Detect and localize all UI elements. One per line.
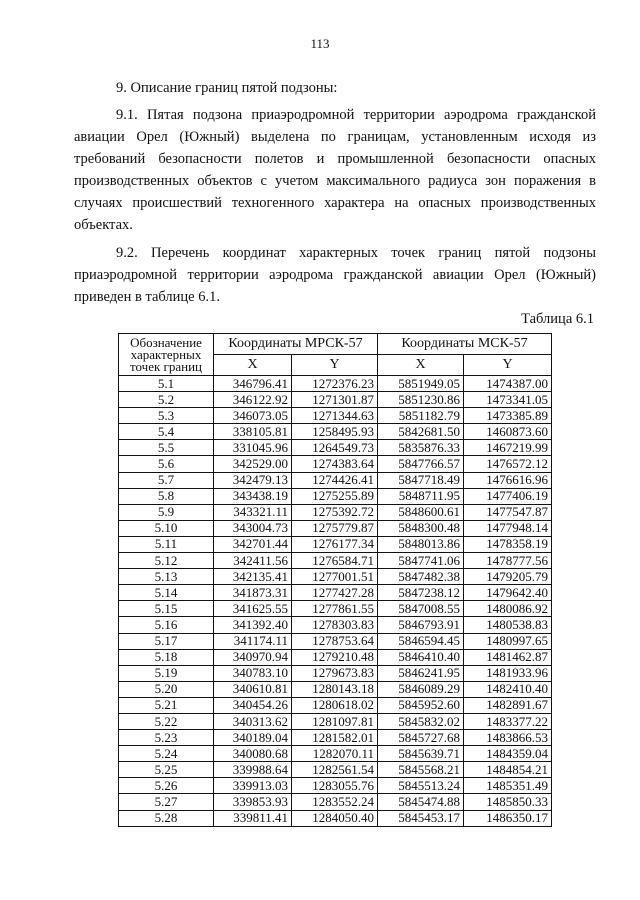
msk-x-cell: 5851182.79	[378, 408, 464, 424]
point-id-cell: 5.10	[119, 520, 214, 536]
msk-y-cell: 1477948.14	[464, 520, 552, 536]
mrsk-x-cell: 343438.19	[214, 488, 292, 504]
point-id-cell: 5.11	[119, 536, 214, 552]
mrsk-x-cell: 342701.44	[214, 536, 292, 552]
mrsk-x-cell: 340313.62	[214, 713, 292, 729]
msk-y-cell: 1477406.19	[464, 488, 552, 504]
table-row	[119, 520, 552, 536]
mrsk-x-cell: 341873.31	[214, 585, 292, 601]
mrsk-x-cell: 339811.41	[214, 810, 292, 826]
msk-x-cell: 5848600.61	[378, 504, 464, 520]
table-row	[119, 601, 552, 617]
mrsk-y-cell: 1282561.54	[292, 762, 378, 778]
point-id-cell: 5.17	[119, 633, 214, 649]
msk-x-cell: 5846594.45	[378, 633, 464, 649]
msk-y-cell: 1479642.40	[464, 585, 552, 601]
mrsk-x-cell: 342135.41	[214, 569, 292, 585]
point-id-cell: 5.12	[119, 553, 214, 569]
header-mrsk-x: X	[214, 355, 292, 376]
msk-y-cell: 1476572.12	[464, 456, 552, 472]
msk-y-cell: 1483866.53	[464, 730, 552, 746]
point-id-cell: 5.15	[119, 601, 214, 617]
msk-x-cell: 5845568.21	[378, 762, 464, 778]
table-row	[119, 730, 552, 746]
point-id-cell: 5.6	[119, 456, 214, 472]
msk-y-cell: 1479205.79	[464, 569, 552, 585]
mrsk-y-cell: 1281097.81	[292, 713, 378, 729]
msk-x-cell: 5847482.38	[378, 569, 464, 585]
table-row	[119, 794, 552, 810]
mrsk-y-cell: 1275779.87	[292, 520, 378, 536]
mrsk-y-cell: 1277861.55	[292, 601, 378, 617]
point-id-cell: 5.27	[119, 794, 214, 810]
mrsk-y-cell: 1274383.64	[292, 456, 378, 472]
msk-y-cell: 1484854.21	[464, 762, 552, 778]
paragraph-9-1	[74, 104, 596, 236]
mrsk-x-cell: 340610.81	[214, 681, 292, 697]
table-row	[119, 424, 552, 440]
mrsk-y-cell: 1280143.18	[292, 681, 378, 697]
point-id-cell: 5.14	[119, 585, 214, 601]
msk-x-cell: 5847741.06	[378, 553, 464, 569]
paragraph-9-2	[74, 242, 596, 308]
header-msk-x: X	[378, 355, 464, 376]
mrsk-y-cell: 1278753.64	[292, 633, 378, 649]
point-id-cell: 5.25	[119, 762, 214, 778]
mrsk-y-cell: 1280618.02	[292, 697, 378, 713]
mrsk-y-cell: 1277427.28	[292, 585, 378, 601]
point-id-cell: 5.1	[119, 376, 214, 392]
coordinates-table	[118, 333, 552, 827]
table-row	[119, 778, 552, 794]
msk-y-cell: 1480086.92	[464, 601, 552, 617]
point-id-cell: 5.8	[119, 488, 214, 504]
msk-y-cell: 1478777.56	[464, 553, 552, 569]
table-row	[119, 697, 552, 713]
table-row	[119, 713, 552, 729]
table-row	[119, 456, 552, 472]
table-row	[119, 440, 552, 456]
msk-x-cell: 5842681.50	[378, 424, 464, 440]
mrsk-x-cell: 339913.03	[214, 778, 292, 794]
msk-x-cell: 5845832.02	[378, 713, 464, 729]
msk-x-cell: 5846241.95	[378, 665, 464, 681]
point-id-cell: 5.26	[119, 778, 214, 794]
table-row	[119, 665, 552, 681]
coordinates-table-body	[119, 376, 552, 827]
mrsk-x-cell: 340080.68	[214, 746, 292, 762]
msk-y-cell: 1485850.33	[464, 794, 552, 810]
mrsk-y-cell: 1258495.93	[292, 424, 378, 440]
msk-x-cell: 5847008.55	[378, 601, 464, 617]
table-row	[119, 553, 552, 569]
mrsk-x-cell: 341174.11	[214, 633, 292, 649]
mrsk-y-cell: 1276584.71	[292, 553, 378, 569]
msk-x-cell: 5848013.86	[378, 536, 464, 552]
point-id-cell: 5.5	[119, 440, 214, 456]
table-row	[119, 392, 552, 408]
mrsk-x-cell: 346073.05	[214, 408, 292, 424]
msk-x-cell: 5848300.48	[378, 520, 464, 536]
msk-y-cell: 1480997.65	[464, 633, 552, 649]
mrsk-y-cell: 1277001.51	[292, 569, 378, 585]
point-id-cell: 5.24	[119, 746, 214, 762]
table-row	[119, 488, 552, 504]
point-id-cell: 5.9	[119, 504, 214, 520]
msk-y-cell: 1485351.49	[464, 778, 552, 794]
paragraph-9-2-text: 9.2. Перечень координат характерных точек границ пятой подзоны приаэродромной территории аэродрома гражданской авиации Орел (Южный) приведен в таблице 6.1.	[74, 245, 596, 305]
page-number: 113	[310, 36, 330, 51]
mrsk-x-cell: 338105.81	[214, 424, 292, 440]
header-msk-57: Координаты МСК-57	[378, 334, 552, 355]
msk-y-cell: 1473385.89	[464, 408, 552, 424]
point-id-cell: 5.19	[119, 665, 214, 681]
header-mrsk-y: Y	[292, 355, 378, 376]
table-row	[119, 472, 552, 488]
msk-x-cell: 5846793.91	[378, 617, 464, 633]
section-heading: 9. Описание границ пятой подзоны:	[116, 80, 338, 96]
mrsk-y-cell: 1275255.89	[292, 488, 378, 504]
msk-x-cell: 5847238.12	[378, 585, 464, 601]
msk-x-cell: 5845952.60	[378, 697, 464, 713]
msk-x-cell: 5848711.95	[378, 488, 464, 504]
table-row	[119, 746, 552, 762]
mrsk-y-cell: 1271344.63	[292, 408, 378, 424]
mrsk-x-cell: 342529.00	[214, 456, 292, 472]
table-row	[119, 408, 552, 424]
point-id-cell: 5.7	[119, 472, 214, 488]
table-row	[119, 585, 552, 601]
paragraph-9-1-text: 9.1. Пятая подзона приаэродромной территории аэродрома гражданской авиации Орел (Южный) выделена по границам, установленным исходя из требований безопасности полетов и промышленной безопасности опасных производственных объектов с учетом максимального радиуса зон поражения в случаях происшествий техногенного характера на опасных производственных объектах.	[74, 107, 596, 233]
point-id-cell: 5.16	[119, 617, 214, 633]
msk-y-cell: 1473341.05	[464, 392, 552, 408]
mrsk-y-cell: 1283552.24	[292, 794, 378, 810]
mrsk-y-cell: 1283055.76	[292, 778, 378, 794]
mrsk-x-cell: 331045.96	[214, 440, 292, 456]
mrsk-x-cell: 342479.13	[214, 472, 292, 488]
mrsk-x-cell: 340454.26	[214, 697, 292, 713]
mrsk-x-cell: 341625.55	[214, 601, 292, 617]
table-row	[119, 762, 552, 778]
mrsk-y-cell: 1275392.72	[292, 504, 378, 520]
mrsk-y-cell: 1282070.11	[292, 746, 378, 762]
msk-x-cell: 5847766.57	[378, 456, 464, 472]
table-row	[119, 376, 552, 392]
msk-y-cell: 1484359.04	[464, 746, 552, 762]
header-msk-y: Y	[464, 355, 552, 376]
msk-x-cell: 5845513.24	[378, 778, 464, 794]
mrsk-y-cell: 1271301.87	[292, 392, 378, 408]
point-id-cell: 5.13	[119, 569, 214, 585]
msk-x-cell: 5851949.05	[378, 376, 464, 392]
mrsk-x-cell: 340189.04	[214, 730, 292, 746]
msk-y-cell: 1486350.17	[464, 810, 552, 826]
table-row	[119, 569, 552, 585]
msk-y-cell: 1467219.99	[464, 440, 552, 456]
msk-x-cell: 5845639.71	[378, 746, 464, 762]
mrsk-y-cell: 1264549.73	[292, 440, 378, 456]
msk-x-cell: 5847718.49	[378, 472, 464, 488]
msk-x-cell: 5845453.17	[378, 810, 464, 826]
msk-x-cell: 5846410.40	[378, 649, 464, 665]
msk-y-cell: 1460873.60	[464, 424, 552, 440]
msk-y-cell: 1482410.40	[464, 681, 552, 697]
point-id-cell: 5.21	[119, 697, 214, 713]
point-id-cell: 5.23	[119, 730, 214, 746]
mrsk-x-cell: 339988.64	[214, 762, 292, 778]
msk-y-cell: 1477547.87	[464, 504, 552, 520]
point-id-cell: 5.18	[119, 649, 214, 665]
mrsk-y-cell: 1281582.01	[292, 730, 378, 746]
msk-x-cell: 5846089.29	[378, 681, 464, 697]
msk-y-cell: 1480538.83	[464, 617, 552, 633]
point-id-cell: 5.22	[119, 713, 214, 729]
point-id-cell: 5.2	[119, 392, 214, 408]
mrsk-x-cell: 340970.94	[214, 649, 292, 665]
msk-x-cell: 5845727.68	[378, 730, 464, 746]
point-id-cell: 5.20	[119, 681, 214, 697]
msk-x-cell: 5851230.86	[378, 392, 464, 408]
msk-y-cell: 1478358.19	[464, 536, 552, 552]
mrsk-y-cell: 1284050.40	[292, 810, 378, 826]
table-row	[119, 681, 552, 697]
msk-x-cell: 5835876.33	[378, 440, 464, 456]
table-row	[119, 617, 552, 633]
mrsk-y-cell: 1276177.34	[292, 536, 378, 552]
msk-y-cell: 1474387.00	[464, 376, 552, 392]
mrsk-x-cell: 343004.73	[214, 520, 292, 536]
point-id-cell: 5.4	[119, 424, 214, 440]
header-point-designation: Обозначение характерных точек границ	[119, 334, 214, 376]
header-mrsk-57: Координаты МРСК-57	[214, 334, 378, 355]
mrsk-x-cell: 340783.10	[214, 665, 292, 681]
mrsk-y-cell: 1272376.23	[292, 376, 378, 392]
mrsk-y-cell: 1279210.48	[292, 649, 378, 665]
table-row	[119, 504, 552, 520]
msk-y-cell: 1481933.96	[464, 665, 552, 681]
point-id-cell: 5.3	[119, 408, 214, 424]
msk-y-cell: 1476616.96	[464, 472, 552, 488]
table-caption: Таблица 6.1	[521, 311, 594, 327]
table-row	[119, 633, 552, 649]
mrsk-x-cell: 346122.92	[214, 392, 292, 408]
msk-y-cell: 1481462.87	[464, 649, 552, 665]
mrsk-x-cell: 346796.41	[214, 376, 292, 392]
mrsk-y-cell: 1279673.83	[292, 665, 378, 681]
table-row	[119, 536, 552, 552]
mrsk-y-cell: 1274426.41	[292, 472, 378, 488]
mrsk-x-cell: 339853.93	[214, 794, 292, 810]
mrsk-x-cell: 343321.11	[214, 504, 292, 520]
mrsk-y-cell: 1278303.83	[292, 617, 378, 633]
mrsk-x-cell: 342411.56	[214, 553, 292, 569]
msk-y-cell: 1482891.67	[464, 697, 552, 713]
msk-x-cell: 5845474.88	[378, 794, 464, 810]
msk-y-cell: 1483377.22	[464, 713, 552, 729]
point-id-cell: 5.28	[119, 810, 214, 826]
table-row	[119, 810, 552, 826]
mrsk-x-cell: 341392.40	[214, 617, 292, 633]
table-row	[119, 649, 552, 665]
